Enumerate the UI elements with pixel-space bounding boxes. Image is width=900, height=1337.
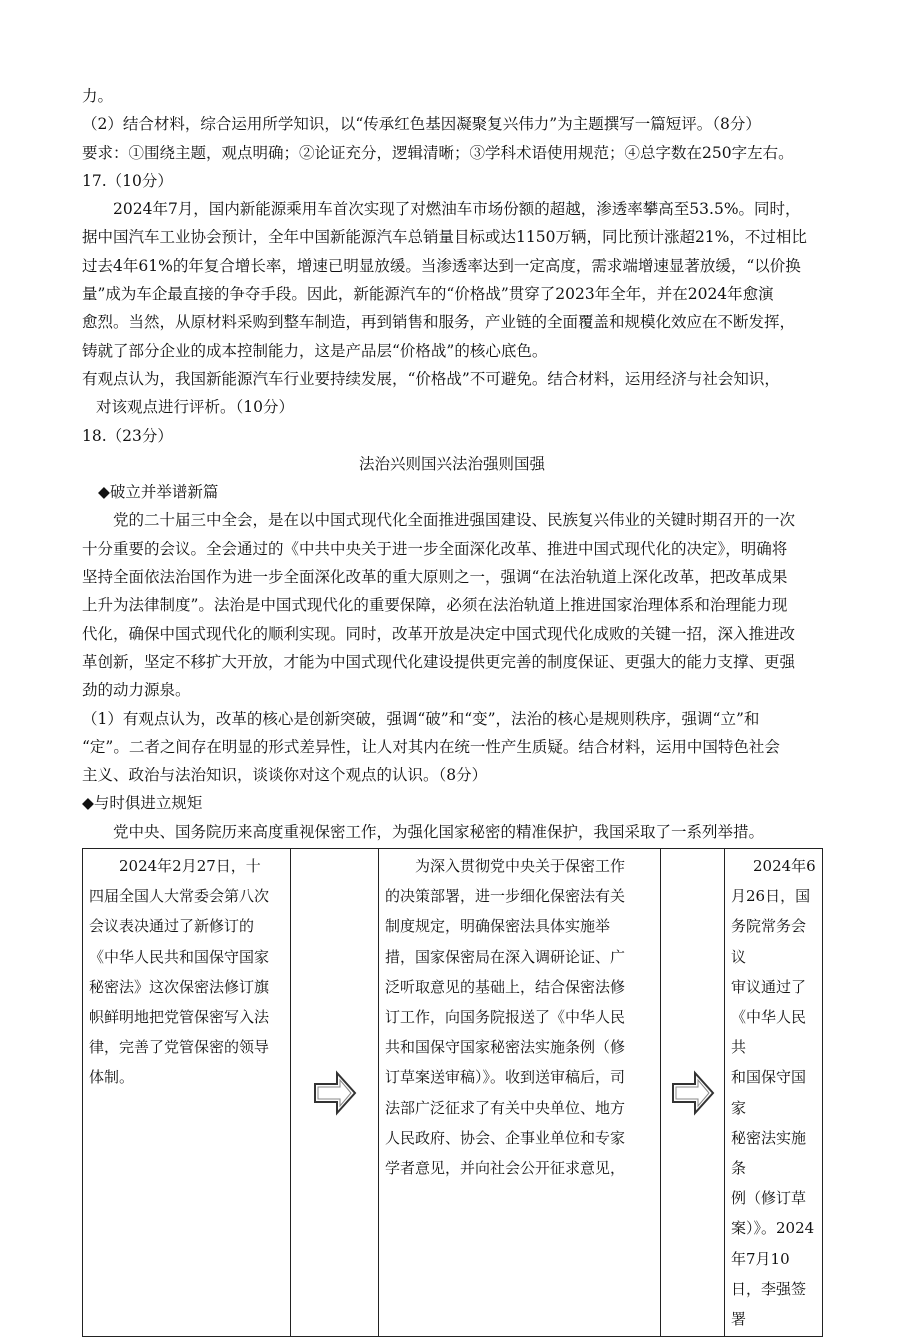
text-line: 量”成为车企最直接的争夺手段。因此，新能源汽车的“价格战”贯穿了2023年全年，并在2024年愈演	[82, 285, 774, 304]
text-line: 订工作，向国务院报送了《中华人民	[385, 1008, 626, 1027]
text-line: 2024年7月，国内新能源乘用车首次实现了对燃油车市场份额的超越，渗透率攀高至53.5%。同时，	[113, 200, 801, 219]
question-16-2: （2）结合材料，综合运用所学知识，以“传承红色基因凝聚复兴伟力”为主题撰写一篇短评。（8分）	[82, 115, 761, 134]
right-arrow-icon	[297, 1070, 372, 1116]
section-1-paragraph	[82, 506, 822, 704]
requirements: 要求：①围绕主题，观点明确；②论证充分，逻辑清晰；③学科术语使用规范；④总字数在250字左右。	[82, 143, 794, 162]
text-line: 上升为法律制度”。法治是中国式现代化的重要保障，必须在法治轨道上推进国家治理体系和治理能力现	[82, 596, 788, 615]
right-arrow-icon	[667, 1070, 718, 1116]
text-line: 党的二十届三中全会，是在以中国式现代化全面推进强国建设、民族复兴伟业的关键时期召开的一次	[113, 511, 796, 530]
text-line: 劲的动力源泉。	[82, 681, 191, 700]
text-line: 《中华人民共和国保守国家	[89, 947, 270, 966]
text-line: 力。	[82, 87, 114, 105]
text-line: 铸就了部分企业的成本控制能力，这是产品层“价格战”的核心底色。	[82, 341, 548, 360]
section-heading-1: ◆破立并举谱新篇	[98, 483, 219, 502]
process-flow-table	[82, 848, 823, 1337]
text-line: 秘密法实施条	[731, 1128, 807, 1178]
text-line: 措，国家保密局在深入调研论证、广	[385, 947, 626, 966]
text-line: 主义、政治与法治知识，谈谈你对这个观点的认识。（8分）	[82, 766, 488, 785]
text-line: 学者意见，并向社会公开征求意见，	[385, 1159, 626, 1178]
exam-page	[82, 82, 822, 1337]
text-line: 过去4年61%的年复合增长率，增速已明显放缓。当渗透率达到一定高度，需求端增速显著放缓，“以价换	[82, 256, 801, 275]
text-line: 律，完善了党管保密的领导	[89, 1038, 270, 1057]
text-line: 2024年6	[753, 857, 816, 876]
text-line: 人民政府、协会、企事业单位和专家	[385, 1128, 626, 1147]
question-18-1	[82, 705, 822, 790]
text-line: 审议通过了	[731, 977, 807, 996]
text-line: 有观点认为，我国新能源汽车行业要持续发展，“价格战”不可避免。结合材料，运用经济与社会知识，	[82, 369, 780, 388]
text-line: 泛听取意见的基础上，结合保密法修	[385, 977, 626, 996]
question-17-prompt	[82, 365, 822, 422]
text-line: 革创新，坚定不移扩大开放，才能为中国式现代化建设提供更完善的制度保证、更强大的能力支撑、更强	[82, 652, 796, 671]
text-line: 四届全国人大常委会第八次	[89, 887, 270, 906]
text-line: 2024年2月27日，十	[119, 857, 261, 876]
flow-arrow-1	[291, 849, 379, 1337]
section-title: 法治兴则国兴法治强则国强	[358, 454, 545, 473]
section-2-intro: 党中央、国务院历来高度重视保密工作，为强化国家秘密的精准保护，我国采取了一系列举措。	[113, 822, 765, 841]
section-heading-2: ◆与时俱进立规矩	[82, 794, 203, 813]
text-line: 代化，确保中国式现代化的顺利实现。同时，改革开放是决定中国式现代化成败的关键一招，深入推进改	[82, 624, 796, 643]
text-line: 和国保守国家	[731, 1068, 807, 1117]
text-line: 坚持全面依法治国作为进一步全面深化改革的重大原则之一，强调“在法治轨道上深化改革，把改革成果	[82, 568, 788, 587]
text-line: 例（修订草	[731, 1189, 807, 1208]
question-17-material	[82, 195, 822, 365]
text-line: 的决策部署，进一步细化保密法有关	[385, 887, 626, 906]
text-line: 对该观点进行评析。（10分）	[96, 398, 294, 417]
flow-box-3	[725, 849, 823, 1337]
text-line: 会议表决通过了新修订的	[89, 917, 255, 936]
text-line: 愈烈。当然，从原材料采购到整车制造，再到销售和服务，产业链的全面覆盖和规模化效应在不断发挥，	[82, 313, 796, 332]
flow-arrow-2	[661, 849, 725, 1337]
text-line: 据中国汽车工业协会预计，全年中国新能源汽车总销量目标或达1150万辆，同比预计涨超21%，不过相比	[82, 228, 807, 247]
text-line: “定”。二者之间存在明显的形式差异性，让人对其内在统一性产生质疑。结合材料，运用中国特色社会	[82, 737, 780, 756]
question-17-header: 17.（10分）	[82, 171, 173, 190]
text-line: 十分重要的会议。全会通过的《中共中央关于进一步全面深化改革、推进中国式现代化的决定》，明确将	[82, 539, 788, 558]
text-line: 共和国保守国家秘密法实施条例（修	[385, 1038, 626, 1057]
text-line: 制度规定，明确保密法具体实施举	[385, 917, 611, 936]
flow-box-2	[379, 849, 661, 1337]
text-line: （1）有观点认为，改革的核心是创新突破，强调“破”和“变”，法治的核心是规则秩序，强调“立”和	[82, 709, 760, 728]
text-line: 月26日，国	[731, 887, 811, 906]
text-line: 《中华人民共	[731, 1008, 807, 1057]
text-line: 案）》。2024	[731, 1219, 815, 1238]
flow-box-1	[83, 849, 291, 1337]
text-line: 日，李强签署	[731, 1279, 807, 1329]
text-line: 订草案送审稿）》。收到送审稿后，司	[385, 1068, 626, 1087]
text-line: 体制。	[89, 1068, 135, 1087]
text-line: 年7月10	[731, 1249, 790, 1268]
text-line: 为深入贯彻党中央关于保密工作	[415, 857, 626, 876]
text-line: 帜鲜明地把党管保密写入法	[89, 1008, 270, 1027]
text-line: 秘密法》这次保密法修订旗	[89, 977, 270, 996]
question-18-header: 18.（23分）	[82, 426, 173, 445]
text-line: 务院常务会议	[731, 917, 807, 966]
text-line: 法部广泛征求了有关中央单位、地方	[385, 1098, 626, 1117]
